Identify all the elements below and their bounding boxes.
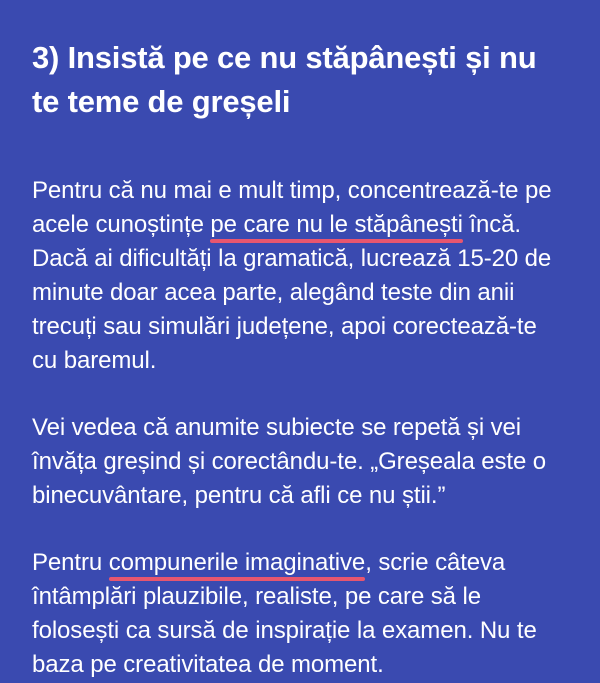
paragraph-study-weak-areas (32, 174, 568, 378)
underline-mark (210, 239, 462, 243)
section-number: 3) (32, 40, 60, 75)
paragraph-1-text-end: încă. Dacă ai dificultăți la gramatică, lucrează 15-20 de minute doar acea parte, alegând teste din anii trecuți sau simulări județene, apoi corectează-te cu baremul. (32, 211, 552, 374)
highlight-not-mastered-text: pe care nu le stăpânești (210, 211, 463, 238)
paragraph-3-text-end: , scrie câteva întâmplări plauzibile, realiste, pe care să le folosești ca sursă de inspirație la examen. Nu te baza pe creativitatea de moment. (32, 549, 537, 678)
highlight-not-mastered (210, 211, 462, 238)
paragraph-2-text: Vei vedea că anumite subiecte se repetă și vei învăța greșind și corectându-te. „Greșeala este o binecuvântare, pentru că afli ce nu știi.” (32, 414, 547, 509)
section-heading (32, 36, 568, 124)
paragraph-1-text-start: Pentru că nu mai e mult timp, concentrează-te pe acele cunoștințe (32, 177, 552, 238)
underline-mark (109, 577, 366, 581)
paragraph-imaginative-compositions (32, 546, 568, 682)
section-title: Insistă pe ce nu stăpânești și nu te teme de greșeli (32, 40, 537, 119)
paragraph-learn-from-mistakes (32, 411, 568, 513)
highlight-imaginative-compositions-text: compunerile imaginative (108, 549, 366, 576)
paragraph-3-text-start: Pentru (32, 549, 109, 576)
highlight-imaginative-compositions (109, 549, 366, 576)
